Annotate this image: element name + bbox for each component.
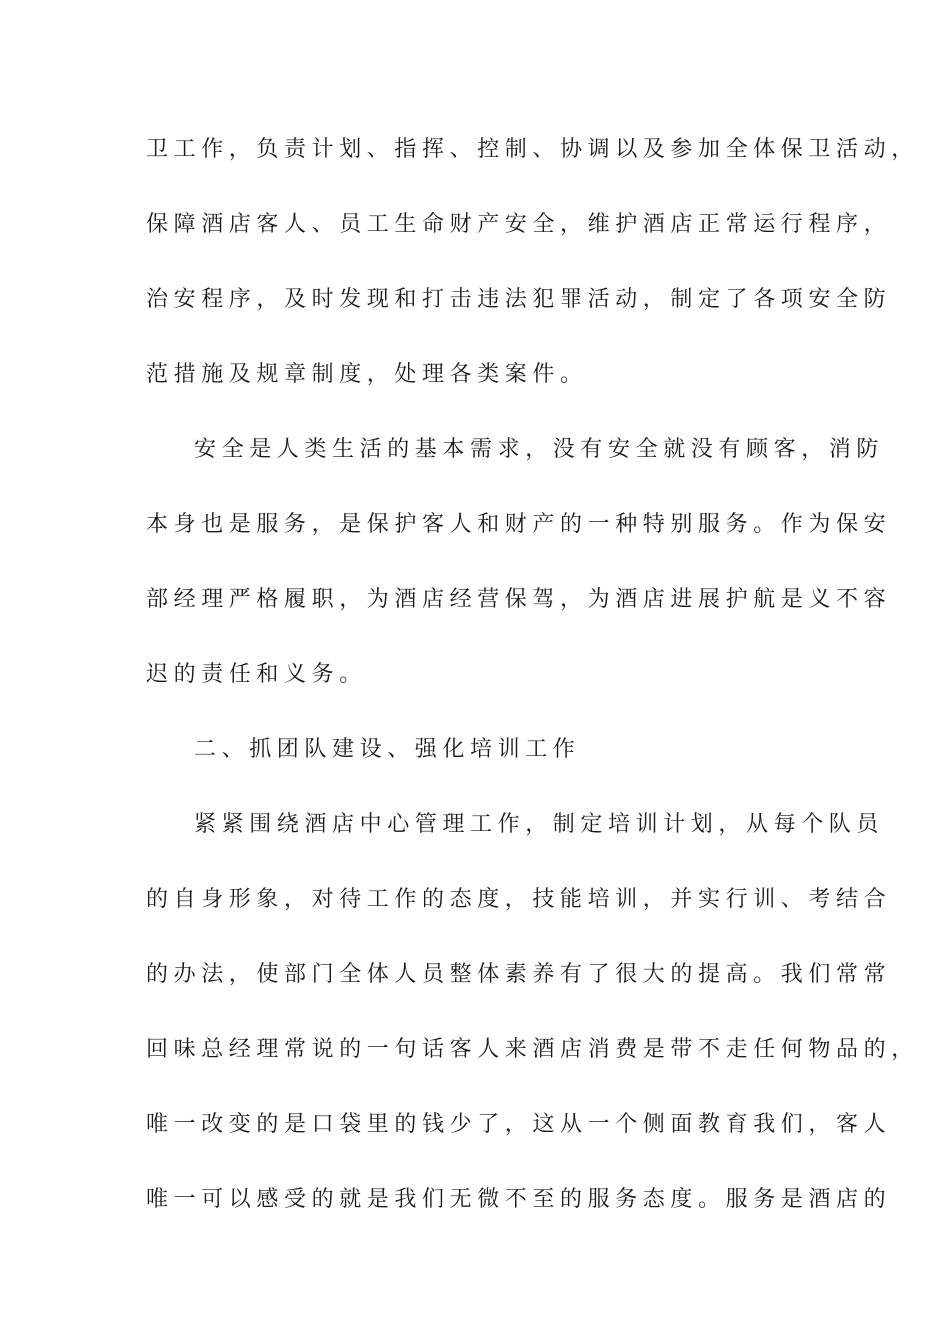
text-line: 回味总经理常说的一句话客人来酒店消费是带不走任何物品的， xyxy=(146,1037,919,1062)
text-line: 部经理严格履职，为酒店经营保驾，为酒店进展护航是义不容 xyxy=(146,587,892,612)
text-line: 卫工作，负责计划、指挥、控制、协调以及参加全体保卫活动， xyxy=(146,137,919,162)
text-line: 的自身形象，对待工作的态度，技能培训，并实行训、考结合 xyxy=(146,887,892,912)
text-line: 的办法，使部门全体人员整体素养有了很大的提高。我们常常 xyxy=(146,962,892,987)
text-line: 本身也是服务，是保护客人和财产的一种特别服务。作为保安 xyxy=(146,512,892,537)
paragraph-first-line: 紧紧围绕酒店中心管理工作，制定培训计划，从每个队员 xyxy=(194,812,885,837)
text-line: 保障酒店客人、员工生命财产安全，维护酒店正常运行程序， xyxy=(146,212,892,237)
text-line: 迟的责任和义务。 xyxy=(146,662,367,687)
text-line: 唯一可以感受的就是我们无微不至的服务态度。服务是酒店的 xyxy=(146,1187,892,1212)
section-heading: 二、抓团队建设、强化培训工作 xyxy=(194,737,581,762)
text-line: 唯一改变的是口袋里的钱少了，这从一个侧面教育我们，客人 xyxy=(146,1112,892,1137)
text-line: 治安程序，及时发现和打击违法犯罪活动，制定了各项安全防 xyxy=(146,287,892,312)
text-line: 范措施及规章制度，处理各类案件。 xyxy=(146,362,588,387)
paragraph-first-line: 安全是人类生活的基本需求，没有安全就没有顾客，消防 xyxy=(194,437,885,462)
